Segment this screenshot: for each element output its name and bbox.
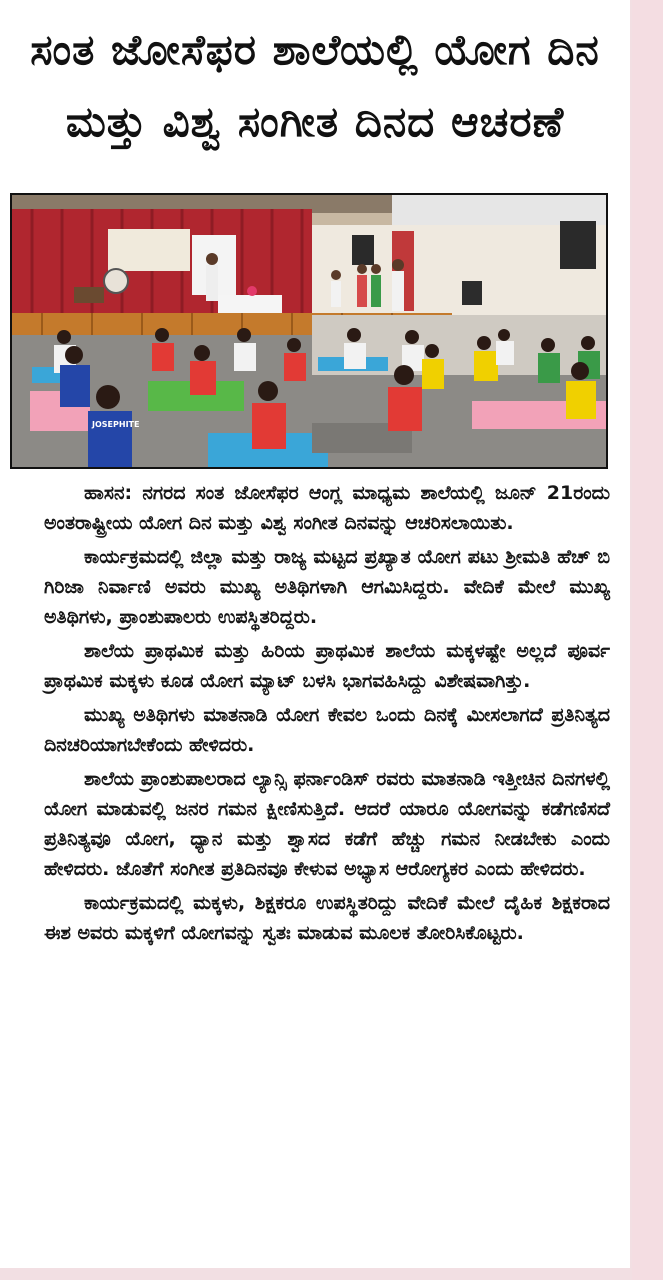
paragraph-3: ಶಾಲೆಯ ಪ್ರಾಥಮಿಕ ಮತ್ತು ಹಿರಿಯ ಪ್ರಾಥಮಿಕ ಶಾಲೆಯ ಮಕ್ಕಳಷ್ಟೇ ಅಲ್ಲದೆ ಪೂರ್ವ ಪ್ರಾಥಮಿಕ ಮಕ್ಕಳು ಕೂಡ ಯೋಗ ಮ್ಯಾಟ್ ಬಳಸಿ ಭಾಗವಹಿಸಿದ್ದು ವಿಶೇಷವಾಗಿತ್ತು.	[44, 640, 610, 692]
paragraph-2: ಕಾರ್ಯಕ್ರಮದಲ್ಲಿ ಜಿಲ್ಲಾ ಮತ್ತು ರಾಜ್ಯ ಮಟ್ಟದ ಪ್ರಖ್ಯಾತ ಯೋಗ ಪಟು ಶ್ರೀಮತಿ ಹೆಚ್ ಬಿ ಗಿರಿಜಾ ನಿರ್ವಾಣಿ ಅವರು ಮುಖ್ಯ ಅತಿಥಿಗಳಾಗಿ ಆಗಮಿಸಿದ್ದರು. ವೇದಿಕೆ ಮೇಲೆ ಮುಖ್ಯ ಅತಿಥಿಗಳು, ಪ್ರಾಂಶುಪಾಲರು ಉಪಸ್ಥಿತರಿದ್ದರು.	[44, 546, 610, 628]
paragraph-6: ಕಾರ್ಯಕ್ರಮದಲ್ಲಿ ಮಕ್ಕಳು, ಶಿಕ್ಷಕರೂ ಉಪಸ್ಥಿತರಿದ್ದು ವೇದಿಕೆ ಮೇಲೆ ದೈಹಿಕ ಶಿಕ್ಷಕರಾದ ಈಶ ಅವರು ಮಕ್ಕಳಿಗೆ ಯೋಗವನ್ನು ಸ್ವತಃ ಮಾಡುವ ಮೂಲಕ ತೋರಿಸಿಕೊಟ್ಟರು.	[44, 892, 610, 944]
headline-line-1: ಸಂತ ಜೋಸೆಫರ ಶಾಲೆಯಲ್ಲಿ ಯೋಗ ದಿನ	[30, 25, 600, 74]
paragraph-5: ಶಾಲೆಯ ಪ್ರಾಂಶುಪಾಲರಾದ ಲ್ಯಾನ್ಸಿ ಫರ್ನಾಂಡಿಸ್ ರವರು ಮಾತನಾಡಿ ಇತ್ತೀಚಿನ ದಿನಗಳಲ್ಲಿ ಯೋಗ ಮಾಡುವಲ್ಲಿ ಜನರ ಗಮನ ಕ್ಷೀಣಿಸುತ್ತಿದೆ. ಆದರೆ ಯಾರೂ ಯೋಗವನ್ನು ಕಡೆಗಣಿಸದೆ ಪ್ರತಿನಿತ್ಯವೂ ಯೋಗ, ಧ್ಯಾನ ಮತ್ತು ಶ್ವಾಸದ ಕಡೆಗೆ ಹೆಚ್ಚು ಗಮನ ನೀಡಬೇಕು ಎಂದು ಹೇಳಿದರು. ಜೊತೆಗೆ ಸಂಗೀತ ಪ್ರತಿದಿನವೂ ಕೇಳುವ ಅಭ್ಯಾಸ ಆರೋಗ್ಯಕರ ಎಂದು ಹೇಳಿದರು.	[44, 768, 610, 880]
paragraph-4: ಮುಖ್ಯ ಅತಿಥಿಗಳು ಮಾತನಾಡಿ ಯೋಗ ಕೇವಲ ಒಂದು ದಿನಕ್ಕೆ ಮೀಸಲಾಗದೆ ಪ್ರತಿನಿತ್ಯದ ದಿನಚರಿಯಾಗಬೇಕೆಂದು ಹೇಳಿದರು.	[44, 704, 610, 756]
paragraph-1: ಹಾಸನ: ನಗರದ ಸಂತ ಜೋಸೆಫರ ಆಂಗ್ಲ ಮಾಧ್ಯಮ ಶಾಲೆಯಲ್ಲಿ ಜೂನ್ 21ರಂದು ಅಂತರಾಷ್ಟ್ರೀಯ ಯೋಗ ದಿನ ಮತ್ತು ವಿಶ್ವ ಸಂಗೀತ ದಿನವನ್ನು ಆಚರಿಸಲಾಯಿತು.	[44, 482, 610, 534]
page-edge	[632, 0, 663, 1280]
headline-line-2: ಮತ್ತು ವಿಶ್ವ ಸಂಗೀತ ದಿನದ ಆಚರಣೆ	[65, 97, 565, 146]
yoga-event-photo	[10, 193, 608, 469]
article-body	[44, 478, 610, 952]
shirt-print: JOSEPHITE	[92, 420, 140, 429]
headline	[14, 14, 616, 158]
